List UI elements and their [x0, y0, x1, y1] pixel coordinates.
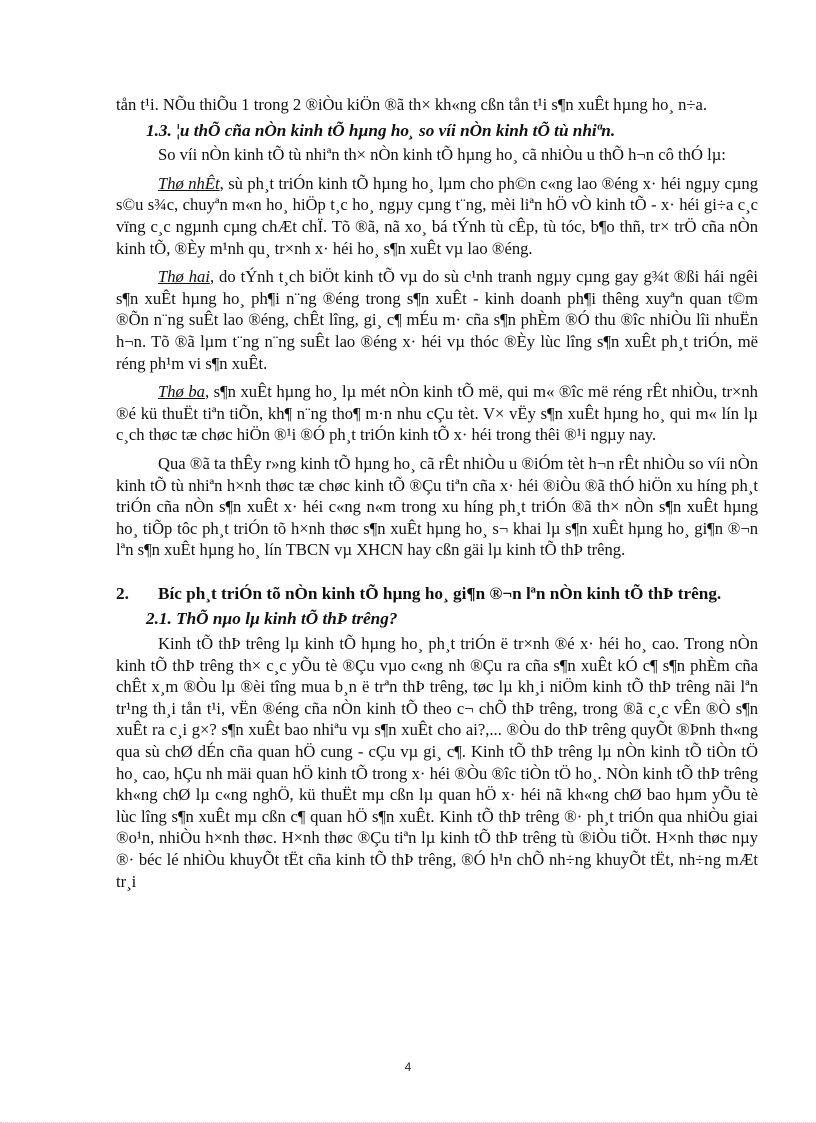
paragraph-intro: So víi nÒn kinh tÕ tù nhiªn th× nÒn kinh tÕ hµng ho¸ cã nhiÒu u thÕ h¬n cô thÓ lµ:: [158, 145, 726, 165]
section-number: 2.: [116, 583, 129, 603]
section-title: Bíc ph¸t triÓn tõ nÒn kinh tÕ hµng ho¸ gi¶n ®¬n lªn nÒn kinh tÕ thÞ trêng.: [158, 583, 722, 603]
paragraph-third-point: [116, 381, 758, 446]
second-point-text: , do tÝnh t¸ch biÖt kinh tÕ vµ do sù c¹nh tranh ngµy cµng gay g¾t ®ßi hái ngêi s¶n xuÊt hµng ho¸ ph¶i n¨ng ®éng trong s¶n xuÊt - kinh doanh ph¶i thêng xuyªn quan t©m ®Õn n¨ng suÊt lao ®éng, chÊt lîng, gi¸ c¶ mÉu m· cña s¶n phÈm ®Ó thu ®îc nhiÒu lîi nhuËn h¬n. Tõ ®ã lµm t¨ng n¨ng suÊt lao ®éng x· héi vµ thóc ®Èy lùc lîng s¶n xuÊt ph¸t triÓn, më réng ph¹m vi s¶n xuÊt.: [116, 267, 758, 373]
paragraph-market-economy: Kinh tÕ thÞ trêng lµ kinh tÕ hµng ho¸ ph¸t triÓn ë tr×nh ®é x· héi ho¸ cao. Trong nÒn kinh tÕ thÞ trêng th× c¸c yÕu tè ®Çu vµo c«ng nh ®Çu ra cña s¶n xuÊt kÓ c¶ s¶n phÈm cña chÊt x¸m ®Òu lµ ®èi tîng mua b¸n ë trªn thÞ trêng, tøc lµ kh¸i niÖm kinh tÕ thÞ trêng nãi lªn tr¹ng th¸i tån t¹i, vËn ®éng cña nÒn kinh tÕ theo c¬ chÕ thÞ trêng, trong ®ã c¸c vÊn ®Ò s¶n xuÊt ra c¸i g×? s¶n xuÊt bao nhiªu vµ s¶n xuÊt cho ai?,... ®Òu do thÞ trêng quyÕt ®Þnh th«ng qua sù chØ dÉn cña quan hÖ cung - cÇu vµ gi¸ c¶. Kinh tÕ thÞ trêng lµ nÒn kinh tÕ tiÒn tÖ ho¸ cao, hÇu nh mäi quan hÖ kinh tÕ trong x· héi ®Òu ®îc tiÒn tÖ ho¸. NÒn kinh tÕ thÞ trêng kh«ng chØ lµ c«ng nghÖ, kü thuËt mµ cßn lµ quan hÖ x· héi nã kh«ng chØ bao hµm yÕu tè lùc lîng s¶n xuÊt mµ cßn c¶ quan hÖ s¶n xuÊt. Kinh tÕ thÞ trêng ®· ph¸t triÓn qua nhiÒu giai ®o¹n, nhiÒu h×nh thøc. H×nh thøc ®Çu tiªn lµ kinh tÕ thÞ trêng tù ®iÒu tiÕt. H×nh thøc nµy ®· béc lé nhiÒu khuyÕt tËt cña kinh tÕ thÞ trêng, ®Ó h¹n chÕ nh÷ng khuyÕt tËt, nh÷ng mÆt tr¸i: [116, 634, 758, 891]
section-heading-1-3: 1.3. ¦u thÕ cña nÒn kinh tÕ hµng ho¸ so víi nÒn kinh tÕ tù nhiªn.: [146, 120, 616, 140]
second-point-label: Thø hai: [158, 267, 210, 287]
paragraph-continuation: tån t¹i. NÕu thiÕu 1 trong 2 ®iÒu kiÖn ®ã th× kh«ng cßn tån t¹i s¶n xuÊt hµng ho¸ n÷a.: [116, 95, 708, 114]
third-point-text: , s¶n xuÊt hµng ho¸ lµ mét nÒn kinh tÕ më, qui m« ®îc më réng rÊt nhiÒu, tr×nh ®é kü thuËt tiªn tiÕn, kh¶ n¨ng tho¶ m·n nhu cÇu tèt. V× vËy s¶n xuÊt hµng ho¸ qui m« lín lµ c¸ch thøc tæ chøc hiÖn ®¹i ®Ó ph¸t triÓn kinh tÕ x· héi trong thêi ®¹i ngµy nay.: [116, 382, 758, 445]
page-number: 4: [404, 1060, 412, 1074]
paragraph-second-point: [116, 266, 758, 374]
first-point-label: Thø nhÊt: [158, 173, 220, 193]
paragraph-summary: Qua ®ã ta thÊy r»ng kinh tÕ hµng ho¸ cã rÊt nhiÒu u ®iÓm tèt h¬n rÊt nhiÒu so víi nÒn kinh tÕ tù nhiªn h×nh thøc tæ chøc kinh tÕ ®Çu tiªn cña x· héi ®iÒu ®ã thÓ hiÖn xu híng ph¸t triÓn cña nÒn s¶n xuÊt x· héi c«ng n«m trong xu híng ph¸t triÓn ®ã th× nÒn s¶n xuÊt hµng ho¸ tiÕp tôc ph¸t triÓn tõ h×nh thøc s¶n xuÊt hµng ho¸ s¬ khai lµ s¶n xuÊt hµng ho¸ gi¶n ®¬n lªn s¶n xuÊt hµng ho¸ lín TBCN vµ XHCN hay cßn gäi lµ kinh tÕ thÞ trêng.: [116, 453, 758, 560]
paragraph-first-point: [116, 173, 758, 259]
section-heading-2-1: 2.1. ThÕ nµo lµ kinh tÕ thÞ trêng?: [146, 609, 398, 629]
first-point-text: , sù ph¸t triÓn kinh tÕ hµng ho¸ lµm cho ph©n c«ng lao ®éng x· héi ngµy cµng s©u s¾c, chuyªn m«n ho¸ hiÖp t¸c ho¸ ngµy cµng t¨ng, mèi liªn hÖ vÒ kinh tÕ - x· héi gi÷a c¸c vïng c¸c ngµnh cµng chÆt chÏ. Tõ ®ã, nã xo¸ bá tÝnh tù cÊp, tù tóc, b¶o thñ, tr× trÖ cña nÒn kinh tÕ, ®Èy m¹nh qu¸ tr×nh x· héi ho¸ s¶n xuÊt vµ lao ®éng.: [116, 173, 759, 258]
page-content: [116, 94, 758, 892]
section-heading-2: [116, 583, 758, 605]
third-point-label: Thø ba: [158, 382, 205, 402]
